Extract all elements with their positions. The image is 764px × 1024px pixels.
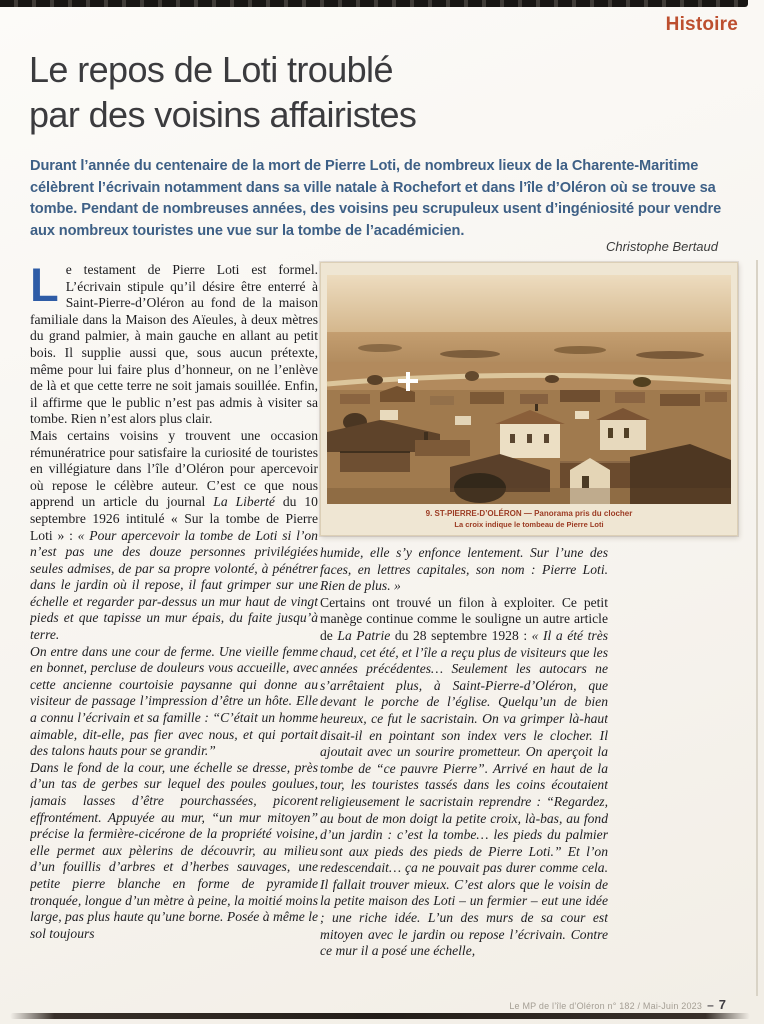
column-left [30,262,318,1004]
scan-edge-right [756,260,758,996]
text-run: du 28 septembre 1928 : [390,627,532,643]
text-run: La Patrie [337,627,391,643]
photo-caption-line2: La croix indique le tombeau de Pierre Loti [454,520,604,529]
text-run: « Pour apercevoir la tombe de Loti si l’on n’est pas une des douze personnes privilégiées seules admises, de par sa propre volonté, à pénétrer dans le jardin où il repose, il faut grimper sur une échelle et regarder par-dessus un mur haut de vingt pieds et que tapisse un mur épais, du faite jusqu’à terre. [30,527,318,643]
text-run: Certains ont trouvé un filon à exploiter. Ce petit manège continue comme le souligne un autre article de [320,594,608,643]
footer-separator: – [707,998,714,1012]
author-byline: Christophe Bertaud [605,239,718,254]
column-right [320,545,608,997]
text-run: du 10 septembre 1926 intitulé « Sur la tombe de Pierre Loti » : [30,494,318,543]
journal-name: Le MP de l’île d’Oléron n° 182 / Mai-Juin 2023 [509,1001,703,1011]
article-paragraph [320,545,608,595]
article-title-line2: par des voisins affairistes [29,93,417,135]
text-run: Mais certains voisins y trouvent une occasion rémunératrice pour satisfaire la curiosité de touristes en villégiature dans l’île d’Oléron pour apercevoir où repose le célèbre auteur. C’est ce que nous apprend un article du journal [30,427,318,510]
section-label: Histoire [665,14,738,35]
drop-cap: L [30,262,59,311]
scan-edge-bottom [10,1013,750,1019]
text-run: humide, elle s’y enfonce lentement. Sur l’une des faces, en lettres capitales, son nom : Pierre Loti. Rien de plus. » [320,545,608,594]
text-run: e testament de Pierre Loti est formel. L’écrivain stipule qu’il désire être enterré à Saint-Pierre-d’Oléron au fond de la maison familiale dans la Maison des Aïeules, à deux mètres du grand palmier, à main gauche en allant au petit bois. Il supplie aussi que, sous aucun prétexte, même pour lui faire plus d’honneur, on ne l’enlève de là et que cette terre ne soit jamais souillée. Enfin, il affirme que le public n’est pas admis à visiter sa tombe. Rien n’est alors plus clair. [30,262,318,427]
article-paragraph [30,644,318,760]
article-title-line1: Le repos de Loti troublé [29,49,393,90]
text-run: « Il a été très chaud, cet été, et l’île a reçu plus de visiteurs que les années précédentes… Seulement les autocars ne s’arrêtaient plus, à Saint-Pierre-d’Oléron, que devant le porche de l’église. Quelqu’un de bien heureux, ce fut le sacristain. On va grimper là-haut disait-il en pointant son index vers le clocher. Il ajoutait avec un sourire prometteur. On aperçoit la tombe de “ce pauvre Pierre”. Arrivé en haut de la tour, les touristes tassés dans les coins écoutaient religieusement le sacristain reprendre : “Regardez, au bout de mon doigt la petite croix, là-bas, au fond d’un jardin : c’est la tombe… les pieds du palmier sont aux pieds des pieds de Pierre Loti.” Et l’on redescendait… ça ne pouvait pas durer comme cela. Il fallait trouver mieux. C’est alors que le voisin de la petite maison des Loti – un fermier – eut une idée ; une riche idée. L’un des murs de sa cour est mitoyen avec le jardin ou repose l’écrivain. Contre ce mur il a posé une échelle, [320,627,608,959]
page-number: 7 [718,997,726,1012]
panorama-scene [327,275,731,504]
article-intro: Durant l’année du centenaire de la mort de Pierre Loti, de nombreux lieux de la Charente-Maritime célèbrent l’écrivain notamment dans sa ville natale à Rochefort et dans l’île d’Oléron où se trouve sa tombe. Pendant de nombreuses années, des voisins peu scrupuleux usent d’ingéniosité pour vendre aux nombreux touristes une vue sur la tombe de l’académicien. [30,158,722,239]
photo-caption-line1: 9. ST-PIERRE-D’OLÉRON — Panorama pris du clocher [425,509,633,518]
article-paragraph [320,595,608,960]
text-run: On entre dans une cour de ferme. Une vieille femme en bonnet, percluse de douleurs vous accueille, avec cette ancienne courtoisie paysanne qui donne au visiteur de passage l’impression d’être un hôte. Elle a connu l’écrivain et sa famille : “C’était un homme aimable, dit-elle, pas fier avec nous, et qui portait des talons hauts pour se grandir.” [30,643,318,759]
postcard-illustration [320,262,738,536]
scan-edge-top [0,0,748,7]
article-paragraph [30,760,318,943]
article-title [29,48,416,137]
text-run: Dans le fond de la cour, une échelle se dresse, près d’un tas de gerbes sur lequel des poules goulues, jamais lasses d’être pourchassées, picorent effrontément. Appuyée au mur, “un mur mitoyen” précise la fermière-cicérone de la propriété voisine, elle permet aux pèlerins de découvrir, au milieu d’un fouillis d’arbres et d’herbes sauvages, une petite pierre blanche en forme de pyramide tronquée, longue d’un mètre à peine, la moitié moins large, pas plus haute qu’une borne. Posée à même le sol toujours [30,759,318,941]
text-run: La Liberté [213,494,275,510]
page-footer [509,997,726,1012]
article-paragraph [30,428,318,644]
postcard-photo [320,262,738,536]
article-paragraph [30,262,318,428]
